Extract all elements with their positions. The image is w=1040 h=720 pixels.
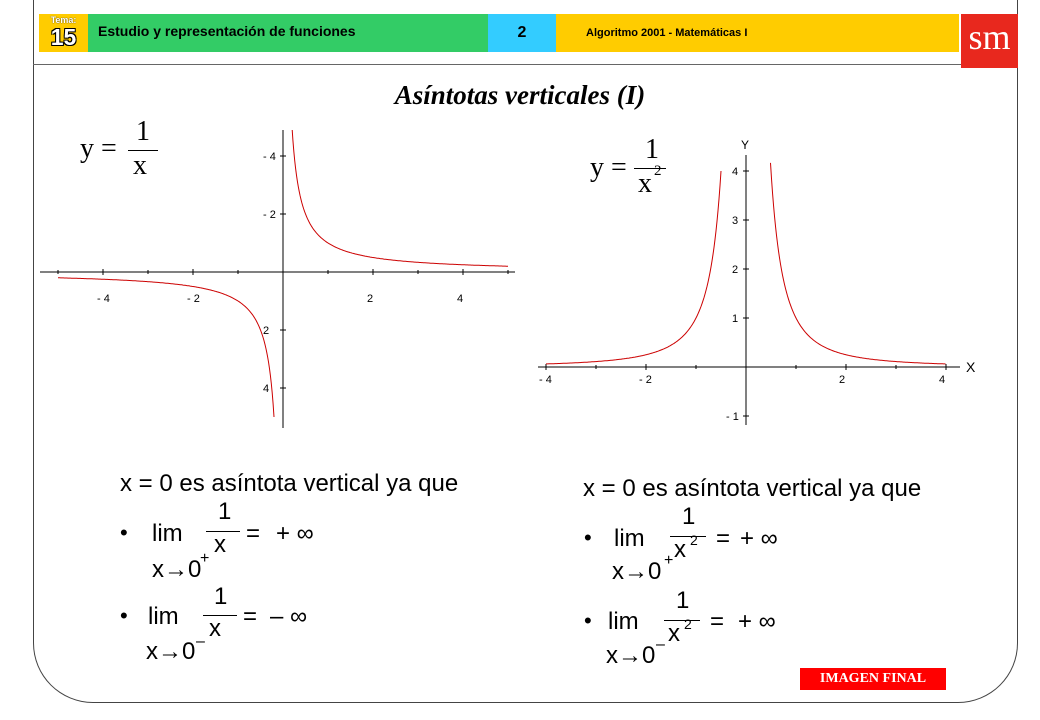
lim-num: 1: [214, 583, 228, 610]
chapter-title: Estudio y representación de funciones: [98, 23, 356, 39]
curve-branch-right: [771, 163, 946, 364]
lim-under: x→0: [612, 558, 662, 585]
lim-result: + ∞: [738, 608, 776, 635]
y-tick-label: - 1: [726, 411, 739, 423]
left-formula-lhs: y =: [80, 133, 117, 164]
x-tick-label: - 4: [97, 293, 110, 305]
y-tick-label: - 4: [263, 151, 276, 163]
x-tick-label: - 4: [539, 374, 552, 386]
y-axis-label: Y: [741, 138, 750, 152]
imagen-final-button[interactable]: IMAGEN FINAL: [800, 668, 946, 690]
y-tick-label: 4: [263, 383, 270, 395]
right-formula-num: 1: [645, 134, 659, 165]
lim-eq: =: [710, 608, 725, 635]
slide-title: Asíntotas verticales (I): [394, 80, 646, 110]
chapter-bar: [88, 14, 488, 52]
y-tick-label: 2: [732, 264, 739, 276]
page-number: 2: [517, 24, 527, 41]
x-tick-label: 2: [367, 293, 374, 305]
lim-eq: =: [246, 520, 261, 547]
lim-side: +: [664, 552, 674, 569]
y-tick-label: - 2: [263, 209, 276, 221]
lim-exp: 2: [690, 532, 698, 548]
right-formula-lhs: y =: [590, 152, 627, 183]
bullet: •: [584, 608, 592, 633]
lim-side: –: [196, 633, 205, 650]
x-axis-label: X: [966, 359, 976, 375]
x-tick-label: 4: [457, 293, 464, 305]
graph-one-over-x: [30, 130, 520, 430]
lim-word: lim: [614, 525, 645, 552]
x-tick-label: - 2: [187, 293, 200, 305]
lim-den: x: [668, 620, 680, 647]
publisher-logo: [961, 14, 1018, 68]
lim-eq: =: [716, 525, 731, 552]
lim-side: –: [656, 636, 665, 653]
y-tick-label: 4: [732, 166, 739, 178]
lim-under: x→0: [146, 638, 196, 665]
curve-branch-positive: [292, 130, 508, 266]
left-formula-den: x: [133, 150, 147, 181]
lim-den: x: [214, 531, 226, 558]
bullet: •: [584, 525, 592, 550]
lim-word: lim: [152, 520, 183, 547]
tema-badge: [39, 14, 88, 52]
publisher-logo-text: sm: [968, 17, 1011, 57]
x-tick-label: 2: [839, 374, 846, 386]
y-tick-label: 2: [263, 325, 270, 337]
lim-result: – ∞: [270, 603, 308, 630]
graph-one-over-x-squared: [530, 135, 990, 430]
lim-under: x→0: [606, 642, 656, 669]
lim-word: lim: [608, 608, 639, 635]
left-formula-num: 1: [136, 116, 150, 147]
lim-num: 1: [676, 587, 690, 614]
curve-branch-negative: [58, 278, 274, 417]
lim-word: lim: [148, 603, 179, 630]
page-bar: [488, 14, 556, 52]
bullet: •: [120, 520, 128, 545]
x-tick-label: - 2: [639, 374, 652, 386]
lim-den: x: [674, 536, 686, 563]
tema-number: 15: [50, 24, 77, 50]
lim-side: +: [200, 550, 210, 567]
lim-den: x: [209, 615, 221, 642]
book-bar: [556, 14, 959, 52]
header-divider: [33, 64, 961, 65]
y-tick-label: 1: [732, 313, 739, 325]
lim-num: 1: [682, 503, 696, 530]
lim-eq: =: [243, 603, 258, 630]
bullet: •: [120, 603, 128, 628]
lim-result: + ∞: [740, 525, 778, 552]
lim-under: x→0: [152, 556, 202, 583]
book-title: Algoritmo 2001 - Matemáticas I: [586, 27, 748, 39]
left-statement: x = 0 es asíntota vertical ya que: [120, 470, 459, 497]
right-formula-den: x: [638, 168, 652, 199]
curve-branch-left: [546, 171, 721, 364]
x-tick-label: 4: [939, 374, 946, 386]
right-formula-exp: 2: [654, 163, 662, 179]
right-statement: x = 0 es asíntota vertical ya que: [583, 475, 922, 502]
lim-num: 1: [218, 498, 232, 525]
tema-label: Tema:: [50, 15, 77, 25]
lim-exp: 2: [684, 616, 692, 632]
lim-result: + ∞: [276, 520, 314, 547]
y-tick-label: 3: [732, 215, 739, 227]
